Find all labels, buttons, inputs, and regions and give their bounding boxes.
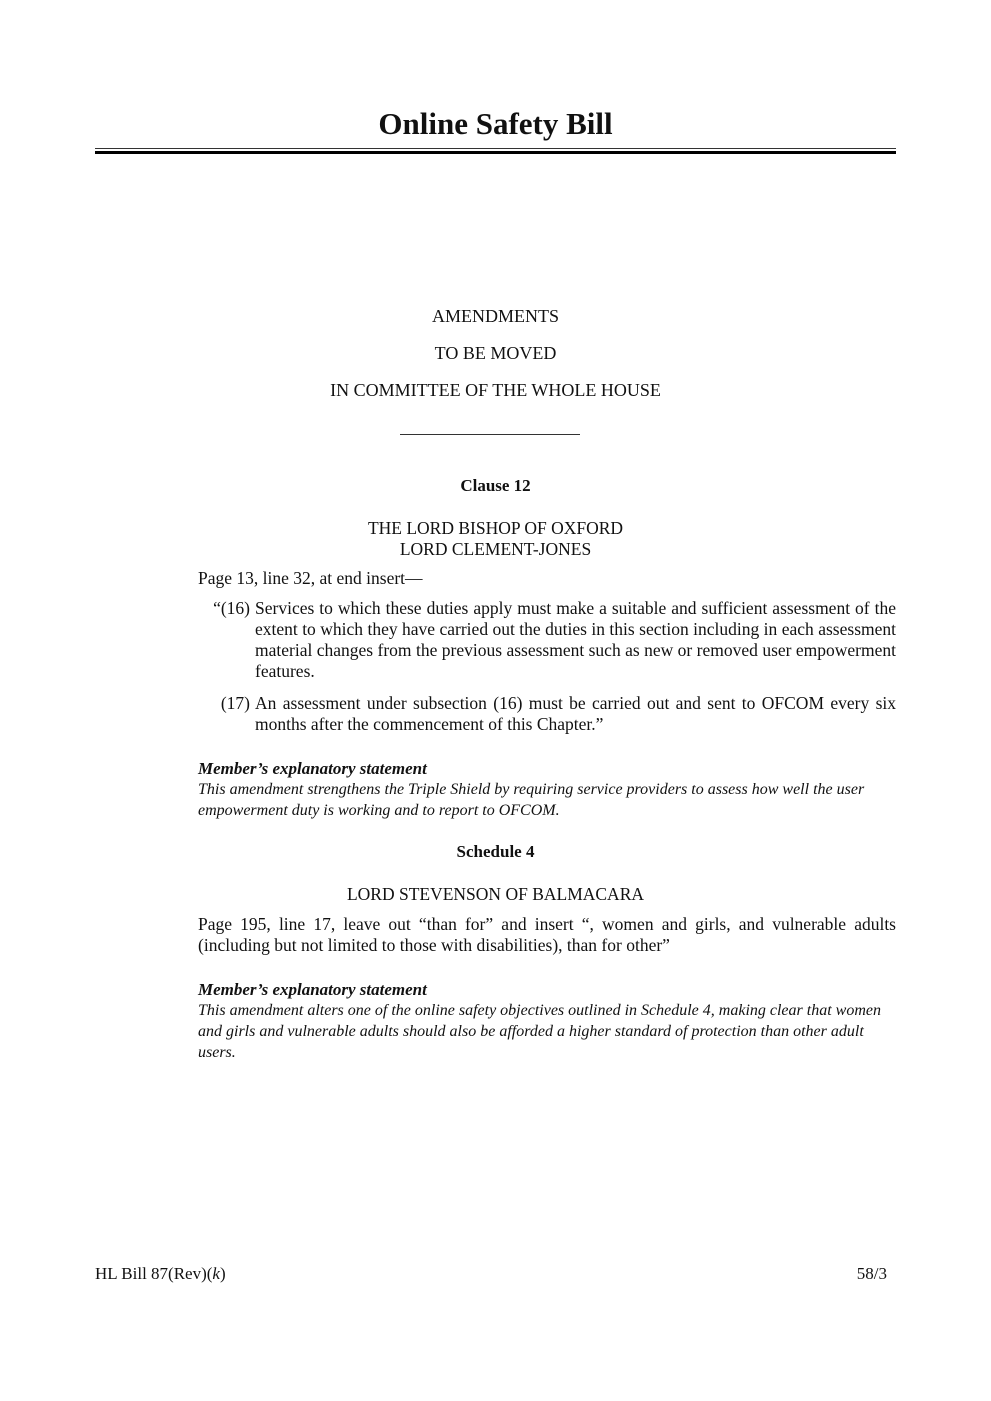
- document-title: Online Safety Bill: [378, 106, 613, 141]
- item-text: Services to which these duties apply must make a suitable and sufficient assessment of the extent to which they have carried out the duties in this section including in each assessment material changes from the previous assessment such as new or removed user empowerment features.: [255, 598, 896, 681]
- item-number: (17): [220, 693, 250, 713]
- amendment-item: [198, 693, 896, 735]
- item-number: “(16): [213, 598, 250, 618]
- bill-suffix: k: [212, 1264, 220, 1283]
- statement-text: This amendment strengthens the Triple Shield by requiring service providers to assess how well the user empowerment duty is working and to report to OFCOM.: [198, 781, 865, 819]
- explanatory-statement: [198, 979, 896, 1063]
- amendment-item: [198, 598, 896, 682]
- statement-heading: Member’s explanatory statement: [198, 759, 427, 778]
- schedule-label: Schedule 4: [456, 842, 535, 861]
- clause-label: Clause 12: [460, 476, 531, 495]
- title-rule-thick: [95, 151, 896, 154]
- item-text: An assessment under subsection (16) must be carried out and sent to OFCOM every six months after the commencement of this Chapter.”: [255, 693, 896, 734]
- heading-line-2: TO BE MOVED: [434, 343, 557, 363]
- heading-line-1: AMENDMENTS: [431, 306, 559, 326]
- statement-heading: Member’s explanatory statement: [198, 980, 427, 999]
- member-name: THE LORD BISHOP OF OXFORD: [367, 518, 624, 538]
- divider: [400, 434, 580, 435]
- amendment-instruction: Page 13, line 32, at end insert—: [198, 568, 423, 588]
- statement-text: This amendment alters one of the online safety objectives outlined in Schedule 4, making clear that women and girls and vulnerable adults should also be afforded a higher standard of protection than other adult users.: [198, 1002, 881, 1061]
- explanatory-statement: [198, 758, 896, 821]
- heading-line-3: IN COMMITTEE OF THE WHOLE HOUSE: [330, 380, 661, 400]
- member-name: LORD CLEMENT-JONES: [399, 539, 592, 559]
- member-name: LORD STEVENSON OF BALMACARA: [346, 884, 645, 904]
- page-number: 58/3: [856, 1264, 887, 1283]
- title-rule-thin: [95, 148, 896, 149]
- amendment-instruction: Page 195, line 17, leave out “than for” and insert “, women and girls, and vulnerable adults (including but not limited to those with disabilities), than for other”: [198, 914, 896, 955]
- bill-reference: HL Bill 87(Rev)(k): [95, 1264, 226, 1283]
- bill-ref-text: HL Bill 87(Rev): [95, 1264, 207, 1283]
